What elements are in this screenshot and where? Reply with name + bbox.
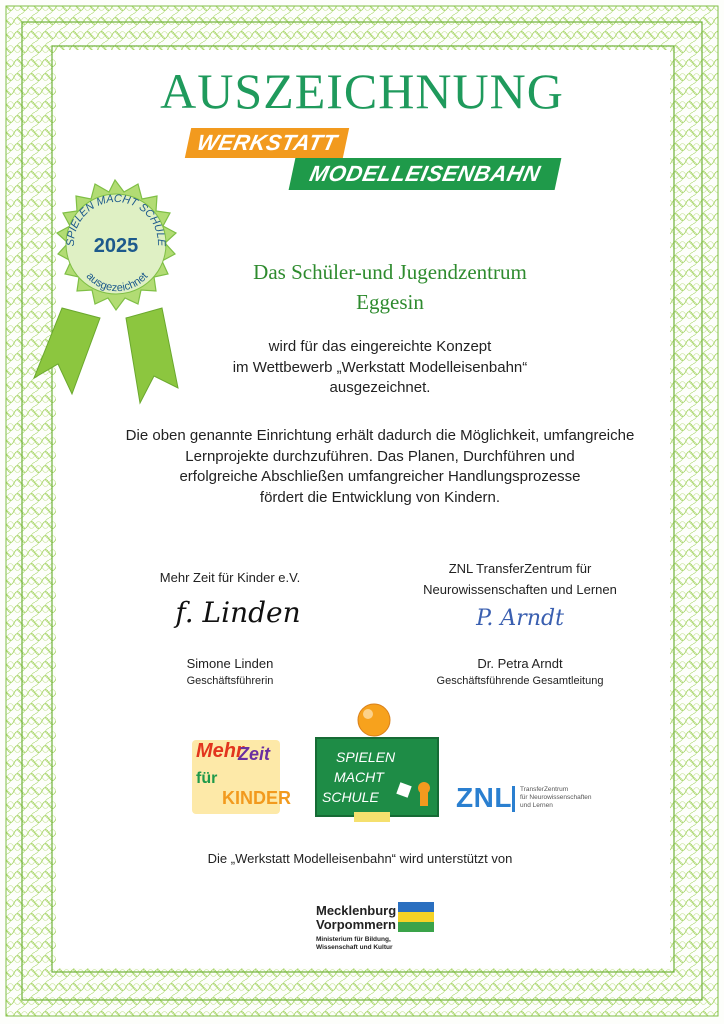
mzfk-logo <box>192 740 292 814</box>
banner-line1: WERKSTATT <box>194 130 340 155</box>
signatory-right-name: Dr. Petra Arndt <box>477 656 563 671</box>
award-text-line: im Wettbewerb „Werkstatt Modelleisenbahn“ <box>232 358 528 376</box>
seal-arc-text: SPIELEN MACHT SCHULE <box>64 192 168 247</box>
ministry-flag-icon <box>398 902 434 932</box>
znl-logo: ZNL <box>456 782 512 813</box>
ministry-sub-line: Wissenschaft und Kultur <box>316 944 393 951</box>
award-text-line: wird für das eingereichte Konzept <box>268 338 492 355</box>
award-title: AUSZEICHNUNG <box>160 63 564 119</box>
ministry-line: Mecklenburg <box>316 903 397 918</box>
description-text <box>90 426 670 508</box>
znl-sub-line: und Lernen <box>520 802 553 809</box>
description-line: Die oben genannte Einrichtung erhält dadurch die Möglichkeit, umfangreiche <box>125 427 635 444</box>
mzfk-word: für <box>196 770 218 787</box>
seal-label: ausgezeichnet <box>83 270 151 295</box>
signatory-right-org-line2: Neurowissenschaften und Lernen <box>423 582 617 597</box>
mzfk-word: KINDER <box>222 788 292 808</box>
signature-left: f. Linden <box>175 596 301 629</box>
mzfk-word: Zeit <box>238 744 271 764</box>
znl-sub-line: für Neurowissenschaften <box>520 794 592 801</box>
znl-divider <box>512 786 515 812</box>
banner-werkstatt <box>185 128 349 158</box>
smt-word: SCHULE <box>322 789 379 805</box>
banner-modelleisenbahn <box>289 158 562 190</box>
znl-sub-line: TransferZentrum <box>520 786 569 793</box>
description-line: erfolgreiche Abschließen umfangreicher Handlungsprozesse <box>179 468 581 485</box>
description-line: Lernprojekte durchzuführen. Das Planen, Durchführen und <box>185 447 575 465</box>
ministry-name <box>316 904 396 932</box>
award-text-line: ausgezeichnet. <box>329 379 431 396</box>
seal-year: 2025 <box>93 235 139 257</box>
mzfk-word: Mehr <box>196 740 244 762</box>
recipient-line1: Das Schüler-und Jugendzentrum <box>253 260 527 284</box>
signatory-left-org: Mehr Zeit für Kinder e.V. <box>159 570 301 585</box>
signatory-left-role: Geschäftsführerin <box>186 675 274 687</box>
znl-subtitle <box>520 786 630 810</box>
award-text <box>180 337 580 399</box>
smt-logo <box>314 700 444 828</box>
signatory-right-org-line1: ZNL TransferZentrum für <box>448 561 592 576</box>
smt-word: MACHT <box>334 769 384 785</box>
recipient-line2: Eggesin <box>356 290 424 314</box>
ministry-subtitle <box>316 936 393 952</box>
ministry-line: Vorpommern <box>316 917 396 932</box>
signatory-right-role: Geschäftsführende Gesamtleitung <box>436 675 604 687</box>
signatory-left-name: Simone Linden <box>186 656 274 671</box>
signature-right: P. Arndt <box>476 606 564 631</box>
ministry-sub-line: Ministerium für Bildung, <box>316 936 391 943</box>
description-line: fördert die Entwicklung von Kindern. <box>259 488 501 506</box>
support-text: Die „Werkstatt Modelleisenbahn“ wird unterstützt von <box>207 851 513 866</box>
banner-line2: MODELLEISENBAHN <box>307 161 543 186</box>
smt-word: SPIELEN <box>336 749 396 765</box>
